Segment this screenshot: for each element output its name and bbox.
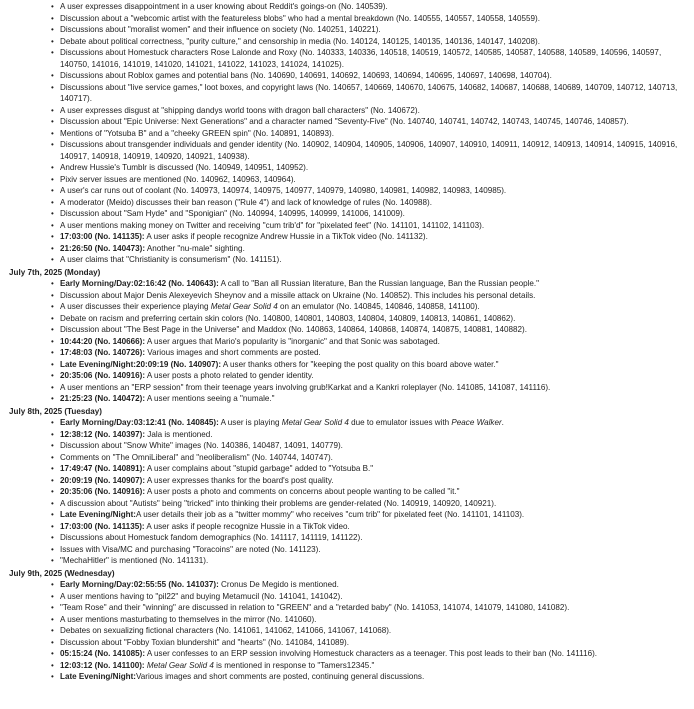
- item-text: A user posts a photo and comments on concerns about people wanting to be called "it.": [145, 487, 460, 496]
- item-text: A user details their job as a "twitter mommy" who receives "cum trib" for pixelated feet (No. 141101, 141103).: [136, 510, 525, 519]
- bullet-icon: •: [51, 672, 54, 681]
- item-text: Discussion about "Epic Universe: Next Generations" and a character named "Seventy-Five" (No. 140740, 140741, 140742, 140743, 140745, 140746, 140857).: [60, 117, 629, 126]
- item-text: Andrew Hussie's Tumblr is discussed (No. 140949, 140951, 140952).: [60, 163, 309, 172]
- item-text: Jala is mentioned.: [145, 429, 213, 439]
- item-italic-title: Metal Gear Solid 4: [210, 302, 278, 311]
- bullet-icon: •: [51, 302, 54, 311]
- bullet-icon: •: [51, 71, 54, 80]
- item-lead: 20:35:06 (No. 140916):: [60, 487, 146, 496]
- item-text: "MechaHitler" is mentioned (No. 141131).: [60, 556, 209, 565]
- item-lead: Late Evening/Night:: [60, 510, 136, 519]
- bullet-icon: •: [51, 313, 54, 323]
- item-text: A user claims that "Christianity is consumerism" (No. 141151).: [60, 255, 282, 264]
- item-text: Debate on racism and preferring certain skin colors (No. 140800, 140801, 140803, 140804, 140809, 140813, 140861, 140862).: [60, 313, 516, 323]
- item-text: A user asks if people recognize Andrew Hussie in a TikTok video (No. 141132).: [144, 232, 428, 241]
- list-item: [51, 648, 690, 660]
- bullet-icon: •: [51, 255, 54, 264]
- bullet-icon: •: [51, 556, 54, 565]
- item-text: A user mentions having to "pil22" and buying Metamucil (No. 141041, 141042).: [60, 591, 343, 601]
- item-text: Discussions about Roblox games and potential bans (No. 140690, 140691, 140692, 140693, 140694, 140695, 140697, 140698, 140704).: [60, 71, 552, 80]
- item-lead: Early Morning/Day:02:16:42 (No. 140643):: [60, 279, 219, 288]
- list-item: [51, 128, 690, 140]
- list-item: [51, 313, 690, 325]
- bullet-icon: •: [51, 117, 54, 126]
- day-section: [4, 267, 690, 405]
- item-text: A user mentions masturbating to themselves in the mirror (No. 141060).: [60, 614, 317, 624]
- item-lead: 17:48:03 (No. 140726):: [60, 348, 146, 357]
- list-item: [51, 555, 690, 567]
- bullet-icon: •: [51, 348, 54, 357]
- list-item: [51, 220, 690, 232]
- list-item: [51, 336, 690, 348]
- bullet-icon: •: [51, 603, 54, 612]
- list-item: [51, 324, 690, 336]
- list-item: [51, 625, 690, 637]
- item-lead: Early Morning/Day:02:55:55 (No. 141037):: [60, 580, 219, 589]
- list-item: [51, 70, 690, 82]
- bullet-icon: •: [51, 521, 54, 531]
- bullet-icon: •: [51, 243, 54, 253]
- list-item: [51, 417, 690, 429]
- item-text: Various images and short comments are posted.: [145, 348, 321, 357]
- item-text: A call to "Ban all Russian literature, Ban the Russian language, Ban the Russian people.": [218, 279, 540, 288]
- item-text: A user complains about "stupid garbage" added to "Yotsuba B.": [145, 464, 374, 473]
- list-item: [51, 463, 690, 475]
- list-item: [51, 162, 690, 174]
- list-item: [51, 278, 690, 290]
- day-heading: July 7th, 2025 (Monday): [9, 267, 101, 277]
- bullet-icon: •: [51, 232, 54, 241]
- item-lead: 17:03:00 (No. 141135):: [60, 232, 145, 241]
- bullet-icon: •: [51, 441, 54, 450]
- bullet-icon: •: [51, 510, 54, 519]
- item-lead: 17:03:00 (No. 141135):: [60, 521, 145, 531]
- item-text: Discussion about Major Denis Alexeyevich Sheynov and a missile attack on Ukraine (No. 140852). This includes his personal details.: [60, 290, 536, 300]
- item-text: A user expresses disappointment in a user knowing about Reddit's goings-on (No. 140539).: [60, 2, 388, 11]
- bullet-icon: •: [51, 290, 54, 300]
- bullet-icon: •: [51, 325, 54, 334]
- bullet-icon: •: [51, 36, 54, 46]
- list-item: [51, 197, 690, 209]
- list-item: [51, 174, 690, 186]
- item-text: Discussions about transgender individuals and gender identity (No. 140902, 140904, 140905, 140906, 140907, 140910, 140911, 140912, 140913, 140914, 140915, 140916, 140917, 140918, 140919, 140920, 140921, 140938).: [60, 140, 678, 161]
- list-item: [51, 231, 690, 243]
- bullet-icon: •: [51, 371, 54, 380]
- bullet-icon: •: [51, 174, 54, 184]
- bullet-icon: •: [51, 279, 54, 288]
- item-text-tail: is mentioned in response to "Tamers12345.": [213, 660, 375, 670]
- item-text: Discussions about Homestuck fandom demographics (No. 141117, 141119, 141122).: [60, 533, 363, 542]
- list-item: [51, 1, 690, 13]
- list-item: [51, 452, 690, 464]
- list-item: [51, 24, 690, 36]
- list-item: [51, 591, 690, 603]
- list-item: [51, 579, 690, 591]
- list-item: [51, 82, 690, 105]
- bullet-icon: •: [51, 487, 54, 496]
- list-item: [51, 429, 690, 441]
- item-text: Comments on "The OmniLiberal" and "neoliberalism" (No. 140744, 140747).: [60, 452, 333, 462]
- day-section: [4, 406, 690, 567]
- bullet-icon: •: [51, 614, 54, 624]
- item-text: Debate about political correctness, "purity culture," and censorship in media (No. 140124, 140125, 140135, 140136, 140147, 140208).: [60, 36, 541, 46]
- bullet-icon: •: [51, 140, 54, 149]
- event-list: [4, 278, 690, 405]
- list-item: [51, 660, 690, 672]
- bullet-icon: •: [51, 429, 54, 439]
- list-item: [51, 509, 690, 521]
- bullet-icon: •: [51, 382, 54, 392]
- list-item: [51, 475, 690, 487]
- bullet-icon: •: [51, 220, 54, 230]
- item-text: A user mentions an "ERP session" from their teenage years involving grub!Karkat and a Kankri roleplayer (No. 141085, 141087, 141116).: [60, 382, 551, 392]
- bullet-icon: •: [51, 209, 54, 218]
- item-text-tail: on an emulator (No. 140845, 140846, 140858, 141100).: [277, 302, 480, 311]
- item-lead: 12:03:12 (No. 141100):: [60, 660, 145, 670]
- list-item: [51, 13, 690, 25]
- list-item: [51, 185, 690, 197]
- item-lead: 20:35:06 (No. 140916):: [60, 371, 146, 380]
- bullet-icon: •: [51, 452, 54, 462]
- item-text: Discussions about Homestuck characters Rose Lalonde and Roxy (No. 140333, 140336, 140518, 140519, 140572, 140585, 140587, 140588, 140589, 140596, 140597, 140750, 141016, 141019, 141020, 141021, 141022, 141023, 141024, 141025).: [60, 48, 662, 69]
- bullet-icon: •: [51, 637, 54, 647]
- bullet-icon: •: [51, 25, 54, 34]
- list-item: [51, 254, 690, 266]
- item-text: A user thanks others for "keeping the post quality on this board above water.": [221, 359, 499, 369]
- list-item: [51, 544, 690, 556]
- bullet-icon: •: [51, 336, 54, 346]
- bullet-icon: •: [51, 498, 54, 508]
- item-text: Another "nu-male" sighting.: [145, 243, 245, 253]
- item-text: Discussion about "Sam Hyde" and "Sponigian" (No. 140994, 140995, 140999, 141006, 141009).: [60, 209, 405, 218]
- item-text: A user is playing: [218, 418, 282, 427]
- list-item: [51, 36, 690, 48]
- list-item: [51, 498, 690, 510]
- bullet-icon: •: [51, 197, 54, 207]
- event-list: [4, 579, 690, 683]
- list-item: [51, 139, 690, 162]
- item-text: A user expresses thanks for the board's post quality.: [145, 475, 334, 485]
- item-text: "Team Rose" and their "winning" are discussed in relation to "GREEN" and a "retarded baby" (No. 141053, 141074, 141079, 141080, 141082).: [60, 603, 570, 612]
- item-text: Cronus De Megido is mentioned.: [218, 580, 339, 589]
- item-text: Discussion about "Snow White" images (No. 140386, 140487, 14091, 140779).: [60, 441, 343, 450]
- day-heading: July 8th, 2025 (Tuesday): [9, 406, 102, 416]
- item-lead: Late Evening/Night:: [60, 672, 136, 681]
- day-section: [4, 1, 690, 266]
- list-item: [51, 671, 690, 683]
- item-lead: 05:15:24 (No. 141085):: [60, 649, 146, 658]
- event-list: [4, 1, 690, 266]
- bullet-icon: •: [51, 2, 54, 11]
- item-text: Discussion about "Fobby Toxian blundershit" and "hearts" (No. 141084, 141089).: [60, 637, 349, 647]
- list-item: [51, 521, 690, 533]
- bullet-icon: •: [51, 163, 54, 172]
- item-lead: Early Morning/Day:03:12:41 (No. 140845):: [60, 418, 219, 427]
- item-text: Discussions about "live service games," loot boxes, and copyright laws (No. 140657, 140669, 140670, 140675, 140682, 140687, 140688, 140689, 140709, 140712, 140713, 140717).: [60, 82, 678, 103]
- item-lead: 21:25:23 (No. 140472):: [60, 394, 146, 403]
- item-italic-title: Metal Gear Solid 4: [146, 660, 214, 670]
- list-item: [51, 243, 690, 255]
- list-item: [51, 208, 690, 220]
- bullet-icon: •: [51, 48, 54, 57]
- bullet-icon: •: [51, 128, 54, 138]
- item-lead: 10:44:20 (No. 140666):: [60, 336, 146, 346]
- item-lead: 17:49:47 (No. 140891):: [60, 464, 146, 473]
- list-item: [51, 290, 690, 302]
- item-text: Discussion about "The Best Page in the Universe" and Maddox (No. 140863, 140864, 140868, 140874, 140875, 140881, 140882).: [60, 325, 527, 334]
- bullet-icon: •: [51, 105, 54, 115]
- item-text: A user discusses their experience playing: [60, 302, 211, 311]
- item-text: A user mentions seeing a "numale.": [145, 394, 275, 403]
- item-text: A user expresses disgust at "shipping dandys world toons with dragon ball characters" (No. 140672).: [60, 105, 420, 115]
- list-item: [51, 301, 690, 313]
- bullet-icon: •: [51, 13, 54, 23]
- item-text: A user argues that Mario's popularity is "inorganic" and that Sonic was sabotaged.: [145, 336, 440, 346]
- item-text: Discussions about "moralist women" and their influence on society (No. 140251, 140221).: [60, 25, 381, 34]
- list-item: [51, 47, 690, 70]
- item-italic-title: Peace Walker: [451, 418, 502, 427]
- list-item: [51, 614, 690, 626]
- bullet-icon: •: [51, 475, 54, 485]
- item-text-tail: .: [501, 418, 504, 427]
- item-text: Mentions of "Yotsuba B" and a "cheeky GREEN spin" (No. 140891, 140893).: [60, 128, 334, 138]
- item-text-tail: due to emulator issues with: [348, 418, 452, 427]
- bullet-icon: •: [51, 82, 54, 92]
- item-text: A user's car runs out of coolant (No. 140973, 140974, 140975, 140977, 140979, 140980, 140981, 140982, 140983, 140985).: [60, 186, 507, 195]
- bullet-icon: •: [51, 544, 54, 554]
- bullet-icon: •: [51, 394, 54, 403]
- item-lead: 12:38:12 (No. 140397):: [60, 429, 146, 439]
- list-item: [51, 370, 690, 382]
- item-lead: Late Evening/Night:20:09:19 (No. 140907):: [60, 359, 222, 369]
- bullet-icon: •: [51, 626, 54, 635]
- item-lead: 21:26:50 (No. 140473):: [60, 243, 146, 253]
- list-item: [51, 359, 690, 371]
- list-item: [51, 393, 690, 405]
- item-text: A user confesses to an ERP session involving Homestuck characters as a teenager. This post leads to their ban (No. 141116).: [145, 649, 598, 658]
- item-text: Various images and short comments are posted, continuing general discussions.: [136, 672, 425, 681]
- bullet-icon: •: [51, 591, 54, 601]
- bullet-icon: •: [51, 580, 54, 589]
- bullet-icon: •: [51, 533, 54, 542]
- item-text: Debates on sexualizing fictional characters (No. 141061, 141062, 141066, 141067, 141068).: [60, 626, 392, 635]
- bullet-icon: •: [51, 649, 54, 658]
- list-item: [51, 105, 690, 117]
- bullet-icon: •: [51, 660, 54, 670]
- item-text: A user asks if people recognize Hussie in a TikTok video.: [144, 521, 350, 531]
- item-lead: 20:09:19 (No. 140907):: [60, 475, 146, 485]
- item-text: A discussion about "Autists" being "tricked" into thinking their problems are gender-related (No. 140919, 140920, 140921).: [60, 498, 497, 508]
- bullet-icon: •: [51, 359, 54, 369]
- event-list: [4, 417, 690, 567]
- item-text: A user mentions making money on Twitter and receiving "cum trib'd" for "pixelated feet" (No. 141101, 141102, 141103).: [60, 220, 485, 230]
- bullet-icon: •: [51, 186, 54, 195]
- list-item: [51, 486, 690, 498]
- day-section: [4, 568, 690, 683]
- day-heading: July 9th, 2025 (Wednesday): [9, 568, 115, 578]
- bullet-icon: •: [51, 464, 54, 473]
- list-item: [51, 347, 690, 359]
- item-text: A moderator (Meido) discusses their ban reason ("Rule 4") and lack of knowledge of rules (No. 140988).: [60, 197, 432, 207]
- list-item: [51, 637, 690, 649]
- list-item: [51, 440, 690, 452]
- list-item: [51, 532, 690, 544]
- item-text: Issues with Visa/MC and purchasing "Toracoins" are noted (No. 141123).: [60, 544, 321, 554]
- item-text: Discussion about a "webcomic artist with the featureless blobs" who had a mental breakdown (No. 140555, 140557, 140558, 140559).: [60, 13, 540, 23]
- bullet-icon: •: [51, 418, 54, 427]
- list-item: [51, 116, 690, 128]
- item-text: A user posts a photo related to gender identity.: [145, 371, 314, 380]
- item-text: Pixiv server issues are mentioned (No. 140962, 140963, 140964).: [60, 174, 296, 184]
- list-item: [51, 602, 690, 614]
- list-item: [51, 382, 690, 394]
- item-italic-title: Metal Gear Solid 4: [281, 418, 349, 427]
